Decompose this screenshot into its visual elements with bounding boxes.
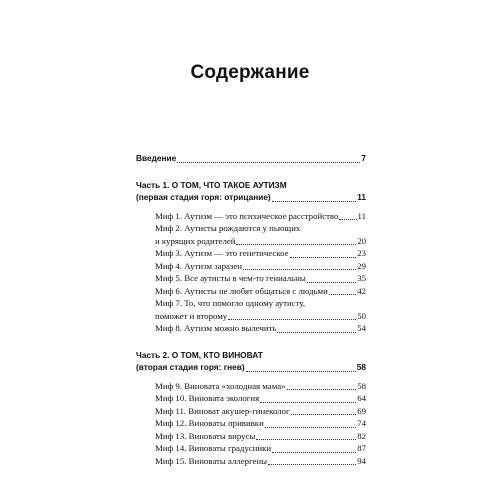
toc-myth-list [155,210,366,335]
toc-parts [136,179,366,468]
toc-page-number: 54 [357,323,366,333]
dot-leader [246,371,356,372]
toc-myth-entry [155,417,366,430]
toc-myth-entry [155,272,366,285]
toc-entry-label: Миф 14. Виноваты градусники [155,443,272,453]
toc-part-heading: Часть 2. О ТОМ, КТО ВИНОВАТ [136,349,263,360]
toc-page-number: 94 [357,455,366,466]
toc-page-number: 87 [357,443,366,453]
toc-myth-entry [155,260,366,273]
toc-entry-label: (вторая стадия горя: гнев) [136,362,245,372]
toc-myth-entry [155,247,366,260]
toc-entry-line [155,392,366,405]
toc-page-number: 7 [361,153,366,163]
toc-page-number: 23 [357,248,366,258]
toc-myth-entry [155,405,366,418]
toc-page-number: 58 [357,380,366,391]
toc-entry-line [155,210,366,223]
toc-entry-label: Введение [136,153,177,163]
toc-part-section [136,179,366,335]
toc-entry-label: Миф 6. Аутисты не любят общаться с людьми [155,285,328,296]
dot-leader [339,219,356,220]
dot-leader [236,244,356,245]
toc-entry-label: Миф 15. Виноваты аллергены [155,455,268,466]
toc-entry-label: и курящих родителей [155,235,236,246]
toc-entry-line [155,272,366,285]
toc-entry-line [155,442,366,455]
toc-entry-label: Миф 8. Аутизм можно вылечить [155,323,277,333]
toc-page-number: 29 [357,260,366,271]
toc-entry-line [155,322,366,335]
toc-page-number: 35 [357,273,366,283]
dot-leader [329,294,356,295]
toc-myth-entry [155,455,366,468]
toc-myth-entry [155,322,366,335]
dot-leader [277,332,356,333]
dot-leader [287,389,357,390]
dot-leader [272,201,357,202]
toc-entry-line [155,430,366,443]
dot-leader [290,257,357,258]
dot-leader [177,162,360,163]
toc-entry-line [155,260,366,273]
toc-myth-entry [155,210,366,223]
toc-entry-intro [136,152,366,165]
toc-entry-label: Миф 11. Виноват акушер-гинеколог [155,405,290,416]
toc-entry-label: Миф 4. Аутизм заразен [155,260,242,271]
toc-page-number: 11 [357,210,366,221]
toc-part-subtitle [136,361,366,374]
toc-entry-line [155,380,366,393]
dot-leader [307,282,356,283]
toc-entry-label: (первая стадия горя: отрицание) [136,192,271,202]
toc-part-section [136,349,366,468]
toc-entry-label: Миф 1. Аутизм — это психическое расстройство [155,210,339,221]
toc-page-number: 58 [356,362,366,372]
toc-entry-label: Миф 2. Аутисты рождаются у пьющих [155,223,301,233]
toc-entry-label: Миф 5. Все аутисты в чем-то гениальны [155,273,306,283]
toc-myth-entry [155,392,366,405]
toc-page-number: 69 [357,405,366,416]
toc-page-number: 20 [357,235,366,246]
dot-leader [243,269,356,270]
toc-entry-line [155,285,366,298]
toc-entry-label: поможет и второму [155,310,228,321]
toc-myth-entry [155,442,366,455]
toc-page-number: 82 [357,430,366,441]
toc-entry-line [155,417,366,430]
dot-leader [272,452,356,453]
toc-myth-entry [155,380,366,393]
toc-myth-entry [155,222,366,247]
toc-myth-entry [155,297,366,322]
toc-entry-label: Миф 12. Виноваты прививки [155,418,264,428]
toc-entry-line [155,405,366,418]
toc-page-number: 42 [357,285,366,296]
toc-entry-line [155,235,366,248]
toc-entry-label: Миф 7. То, что помогло одному аутисту, [155,298,306,308]
toc-page-number: 50 [357,310,366,321]
toc-myth-entry [155,285,366,298]
toc-entry-line [155,247,366,260]
toc-entry-line [155,310,366,323]
dot-leader [228,319,356,320]
toc-entry-line [155,455,366,468]
dot-leader [268,464,356,465]
dot-leader [260,402,356,403]
table-of-contents [136,152,366,467]
page-title: Содержание [190,62,310,83]
toc-myth-entry [155,430,366,443]
dot-leader [256,439,356,440]
toc-entry-label: Миф 13. Виноваты вирусы [155,430,256,441]
toc-page-number: 74 [357,418,366,428]
toc-page-number: 11 [357,192,366,202]
toc-entry-label: Миф 3. Аутизм — это генетическое [155,248,289,258]
dot-leader [291,414,357,415]
toc-entry-label: Миф 9. Виновата «холодная мама» [155,380,286,391]
toc-myth-list [155,380,366,468]
toc-page-number: 64 [357,393,366,403]
dot-leader [265,427,356,428]
toc-part-heading: Часть 1. О ТОМ, ЧТО ТАКОЕ АУТИЗМ [136,179,287,190]
toc-part-subtitle [136,191,366,204]
toc-entry-label: Миф 10. Виновата экология [155,393,260,403]
